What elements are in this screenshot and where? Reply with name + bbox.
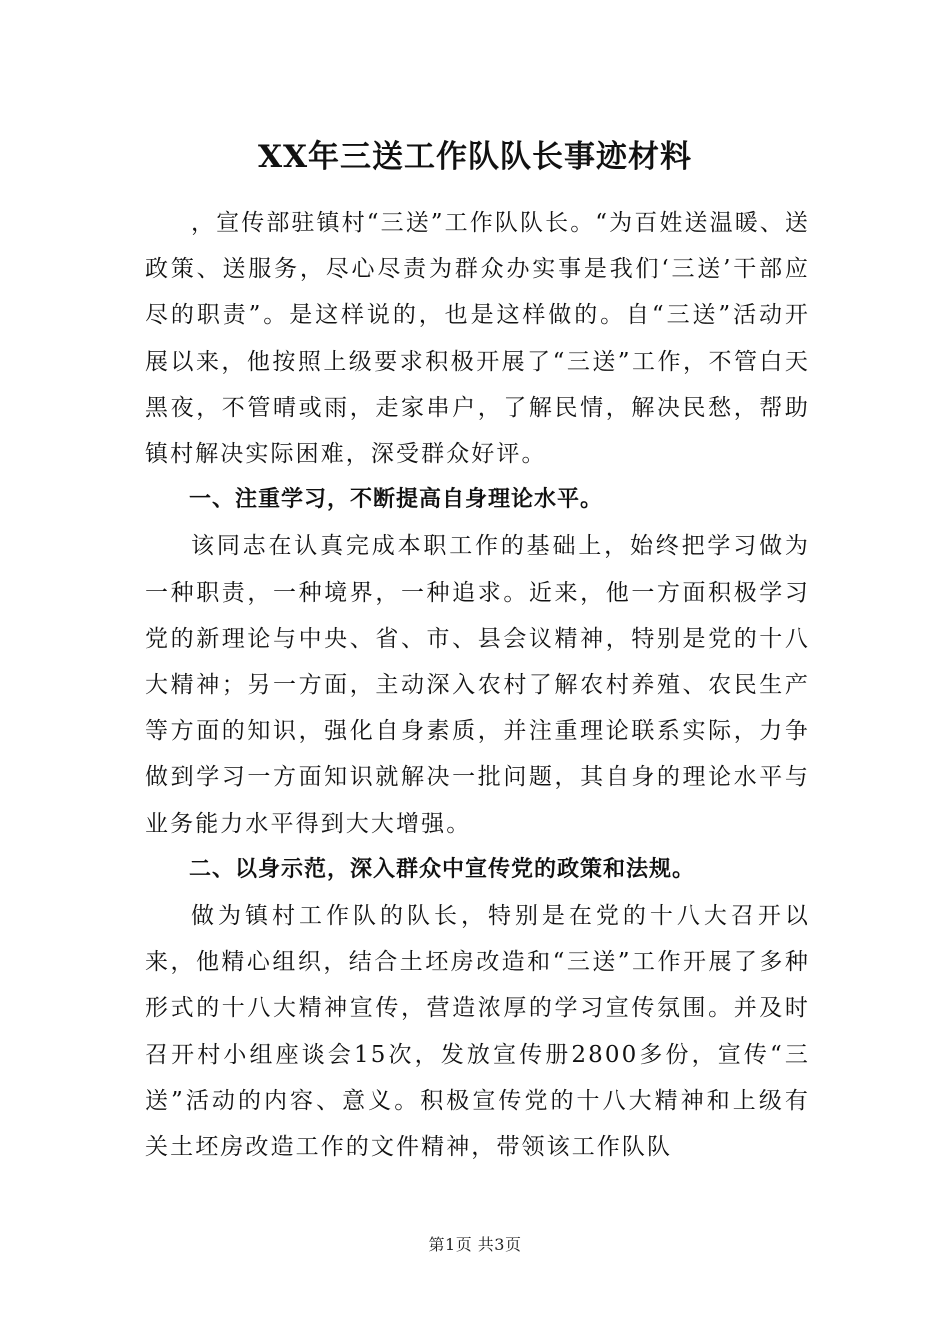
document-body <box>145 200 810 1170</box>
section-heading: 一、注重学习，不断提高自身理论水平。 <box>189 487 604 513</box>
body-paragraph: 做为镇村工作队的队长，特别是在党的十八大召开以来，他精心组织，结合土坯房改造和“三送”工作开展了多种形式的十八大精神宣传，营造浓厚的学习宣传氛围。并及时召开村小组座谈会15次，发放宣传册2800多份，宣传“三送”活动的内容、意义。积极宣传党的十八大精神和上级有关土坯房改造工作的文件精神，带领该工作队队 <box>145 903 810 1161</box>
section-heading: 二、以身示范，深入群众中宣传党的政策和法规。 <box>189 856 696 882</box>
page-footer: 第1页 共3页 <box>428 1235 522 1254</box>
document-title: XX年三送工作队队长事迹材料 <box>257 139 693 175</box>
body-paragraph: 该同志在认真完成本职工作的基础上，始终把学习做为一种职责，一种境界，一种追求。近来，他一方面积极学习党的新理论与中央、省、市、县会议精神，特别是党的十八大精神；另一方面，主动深入农村了解农村养殖、农民生产等方面的知识，强化自身素质，并注重理论联系实际，力争做到学习一方面知识就解决一批问题，其自身的理论水平与业务能力水平得到大大增强。 <box>145 533 810 837</box>
body-paragraph: ，宣传部驻镇村“三送”工作队队长。“为百姓送温暖、送政策、送服务，尽心尽责为群众办实事是我们‘三送’干部应尽的职责”。是这样说的，也是这样做的。自“三送”活动开展以来，他按照上级要求积极开展了“三送”工作，不管白天黑夜，不管晴或雨，走家串户，了解民情，解决民愁，帮助镇村解决实际困难，深受群众好评。 <box>145 210 810 468</box>
